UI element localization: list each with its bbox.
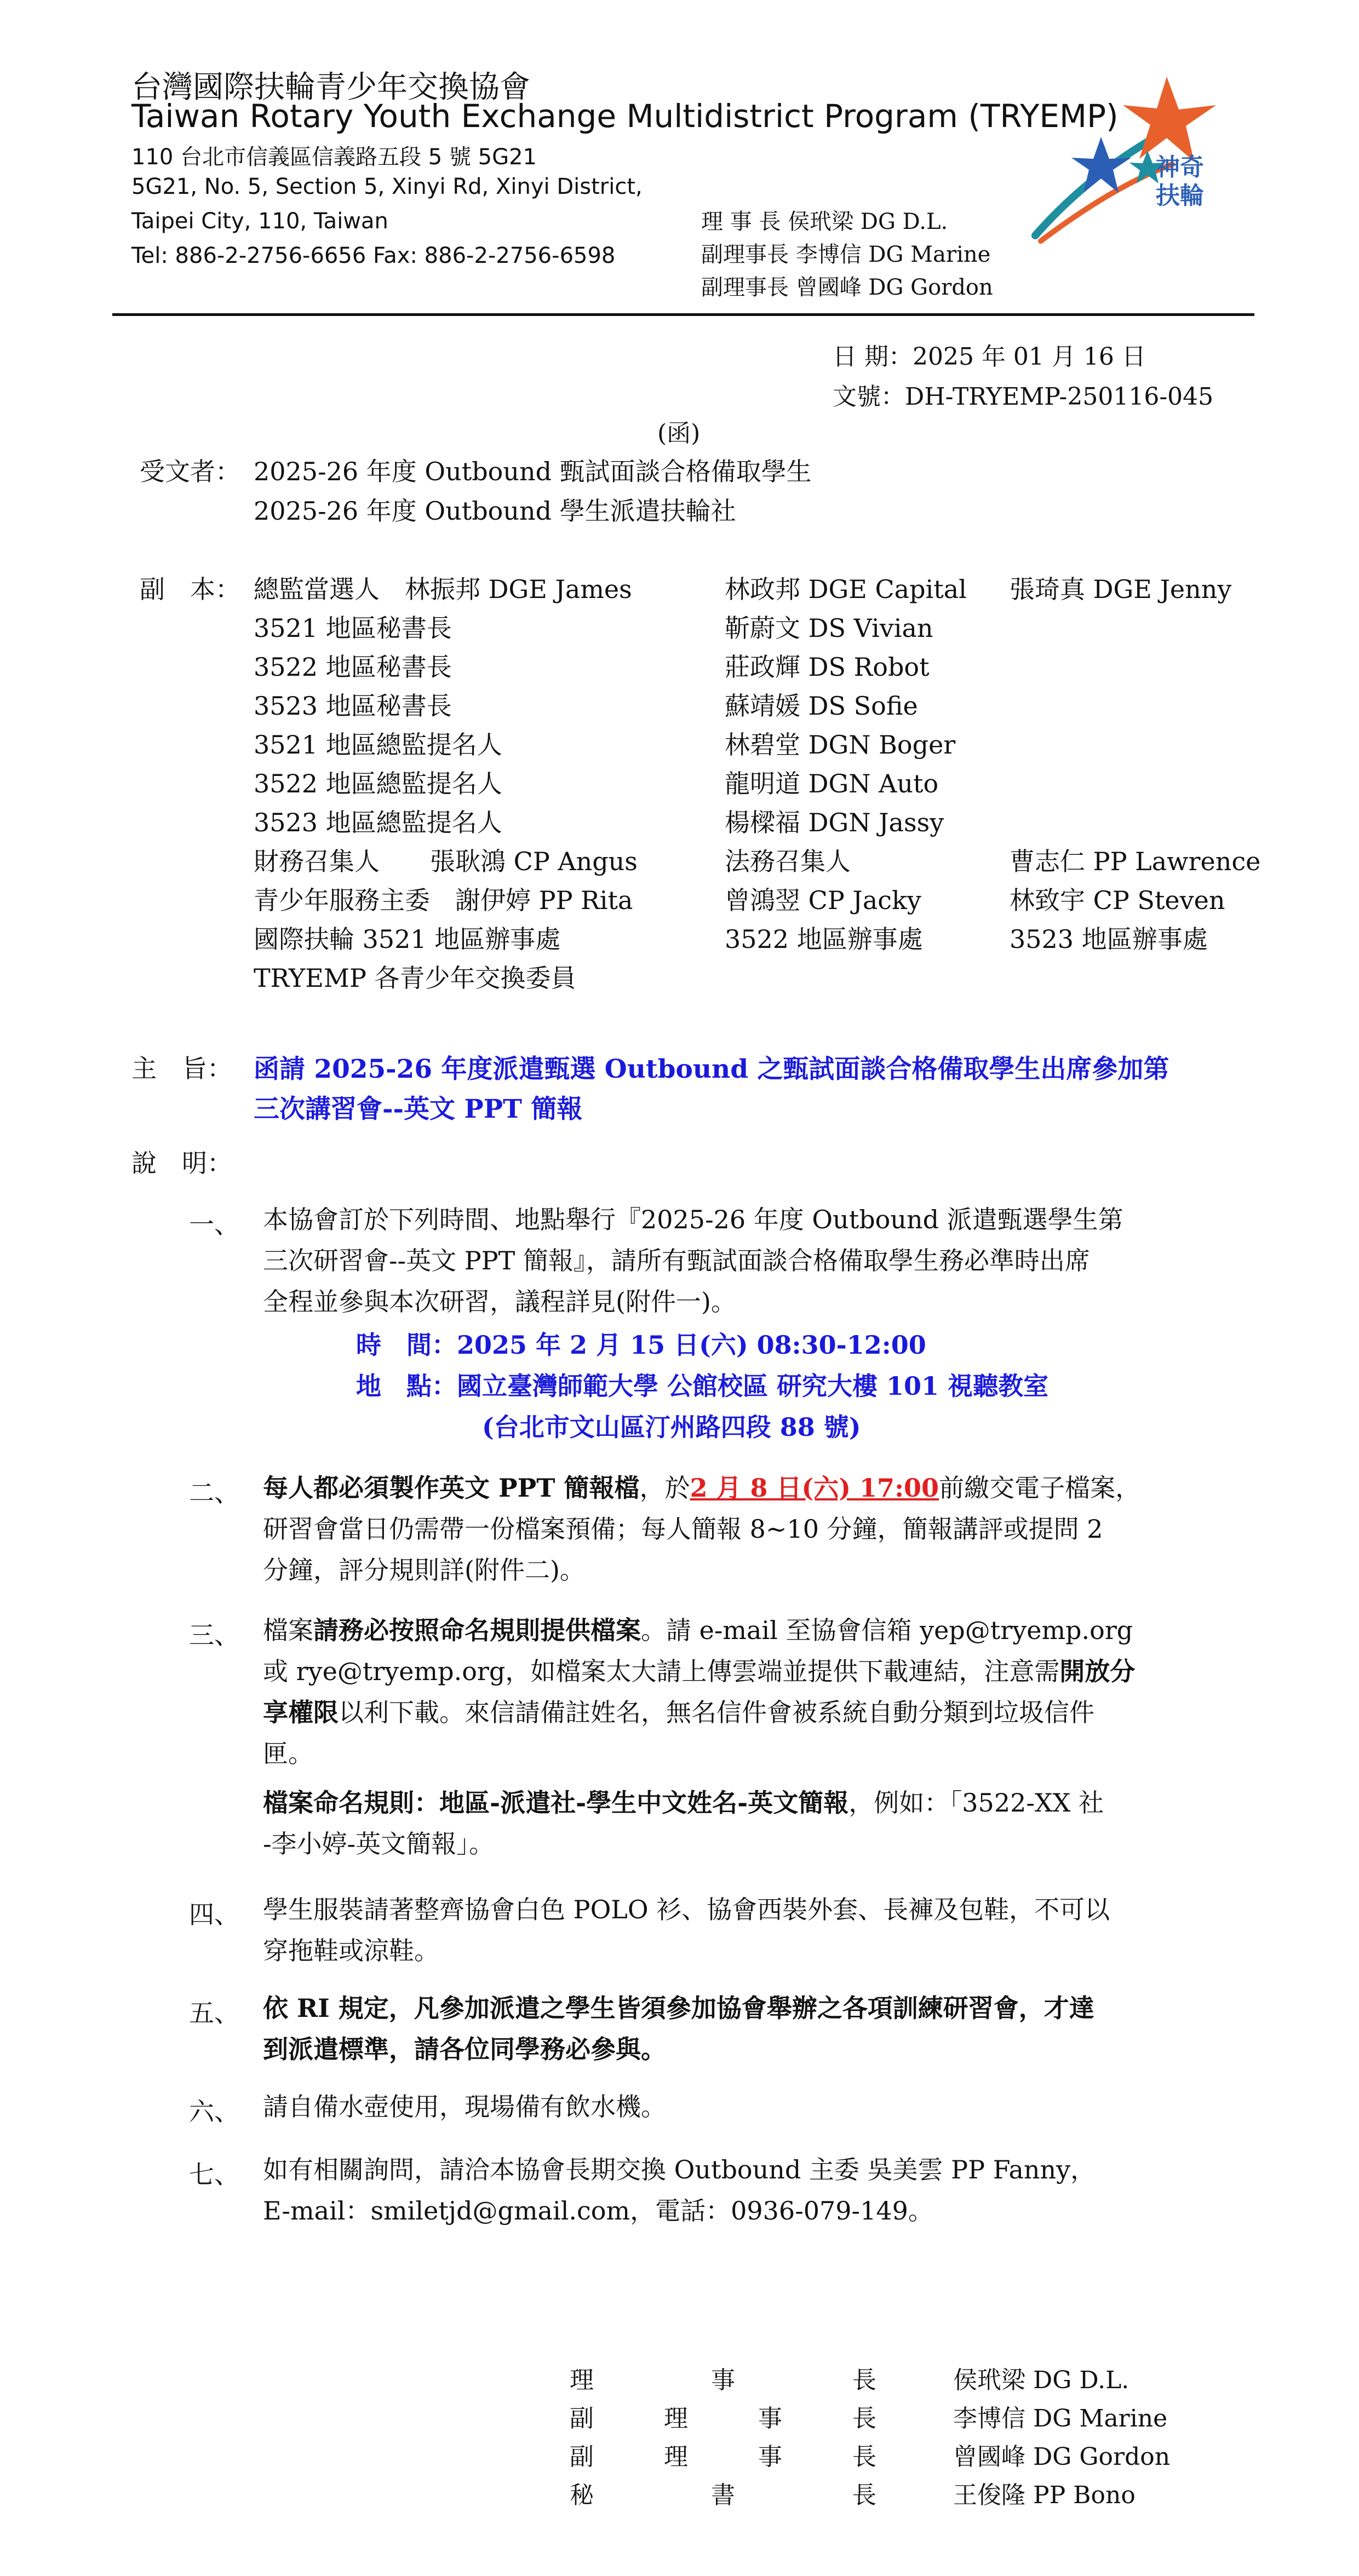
cc-entry: 3521 地區總監提名人 <box>254 730 502 760</box>
event-place: 地 點：國立臺灣師範大學 公館校區 研究大樓 101 視聽教室 <box>356 1371 1049 1401</box>
recipient-line: 2025-26 年度 Outbound 學生派遣扶輪社 <box>254 496 736 526</box>
cc-entry: 靳蔚文 DS Vivian <box>725 613 933 643</box>
logo-text: 神奇 扶輪 <box>1156 153 1204 210</box>
signature-title <box>570 2437 876 2472</box>
explain-label: 說 明： <box>131 1148 232 1178</box>
header-divider <box>112 313 1254 316</box>
item-6-text: 請自備水壺使用，現場備有飲水機。 <box>263 2092 666 2121</box>
address-line: Taipei City, 110, Taiwan <box>131 209 388 234</box>
address-line: 5G21, No. 5, Section 5, Xinyi Rd, Xinyi District, <box>131 174 643 199</box>
star-logo-icon <box>1030 71 1238 246</box>
cc-entry: 財務召集人 張耿鴻 CP Angus <box>254 847 638 876</box>
signature-title-char: 理 <box>664 2405 688 2433</box>
recipients-label: 受文者： <box>140 457 240 486</box>
item-7-text: 如有相關詢問，請洽本協會長期交換 Outbound 主委 吳美雲 PP Fanny， E-mail：smiletjd@gmail.com，電話：0936-079-149。 <box>263 2155 1096 2226</box>
cc-entry: 青少年服務主委 謝伊婷 PP Rita <box>254 886 633 915</box>
signature-name: 侯玳梁 DG D.L. <box>953 2366 1129 2394</box>
cc-entry: 林政邦 DGE Capital <box>725 574 967 604</box>
item-4-text: 學生服裝請著整齊協會白色 POLO 衫、協會西裝外套、長褲及包鞋，不可以 穿拖鞋或涼鞋。 <box>263 1895 1110 1965</box>
signature-title-char: 長 <box>852 2405 876 2433</box>
cc-entry: 法務召集人 <box>725 847 851 876</box>
cc-entry: 楊樑福 DGN Jassy <box>725 808 944 837</box>
cc-label: 副 本： <box>140 574 240 604</box>
cc-entry: 曹志仁 PP Lawrence <box>1010 847 1261 876</box>
subject-label: 主 旨： <box>131 1054 232 1083</box>
signature-title <box>570 2360 876 2395</box>
subject-line: 函請 2025-26 年度派遣甄選 Outbound 之甄試面談合格備取學生出席參加第 <box>254 1054 1169 1084</box>
item-3-text: 檔案請務必按照命名規則提供檔案。請 e-mail 至協會信箱 yep@tryemp.org 或 rye@tryemp.org，如檔案太大請上傳雲端並提供下載連結，注意需開放分 享權限以利下載。來信請備註姓名，無名信件會被系統自動分類到垃圾信件 匣。 <box>263 1615 1136 1768</box>
subject-line: 三次講習會--英文 PPT 簡報 <box>254 1094 583 1124</box>
signature-row <box>570 2399 1227 2437</box>
cc-entry: 3522 地區秘書長 <box>254 652 452 682</box>
cc-entry: 3522 地區辦事處 <box>725 924 923 954</box>
signature-row <box>570 2437 1227 2475</box>
cc-entry: 3521 地區秘書長 <box>254 613 452 643</box>
signature-title-char: 秘 <box>570 2481 594 2509</box>
item-number: 四、 <box>189 1900 239 1929</box>
signature-title <box>570 2475 876 2510</box>
address-line: 110 台北市信義區信義路五段 5 號 5G21 <box>131 145 537 170</box>
signature-title-char: 理 <box>664 2443 688 2471</box>
signature-title <box>570 2399 876 2434</box>
org-name-en: Taiwan Rotary Youth Exchange Multidistrict Program (TRYEMP) <box>131 97 1119 135</box>
cc-entry: TRYEMP 各青少年交換委員 <box>254 963 576 993</box>
event-time: 時 間：2025 年 2 月 15 日(六) 08:30-12:00 <box>356 1330 926 1360</box>
item-1-text: 本協會訂於下列時間、地點舉行『2025-26 年度 Outbound 派遣甄選學生第 三次研習會--英文 PPT 簡報』，請所有甄試面談合格備取學生務必準時出席 全程並參與本次研習，議程詳見(附件一)。 <box>263 1205 1123 1316</box>
cc-entry: 3523 地區辦事處 <box>1010 924 1208 954</box>
officer-row: 副理事長 李博信 DG Marine <box>701 242 991 267</box>
cc-entry: 國際扶輪 3521 地區辦事處 <box>254 924 561 954</box>
officer-row: 理 事 長 侯玳梁 DG D.L. <box>701 209 948 234</box>
item-number: 二、 <box>189 1478 239 1508</box>
contact-line: Tel: 886-2-2756-6656 Fax: 886-2-2756-6598 <box>131 243 616 268</box>
signature-title-char: 副 <box>570 2405 594 2433</box>
naming-rule: 檔案命名規則：地區-派遣社-學生中文姓名-英文簡報，例如：「3522-XX 社 -李小婷-英文簡報」。 <box>263 1788 1104 1859</box>
item-number: 六、 <box>189 2097 239 2126</box>
item-number: 三、 <box>189 1620 239 1650</box>
officer-row: 副理事長 曾國峰 DG Gordon <box>701 275 993 300</box>
signature-name: 王俊隆 PP Bono <box>953 2481 1136 2509</box>
cc-entry: 林碧堂 DGN Boger <box>725 730 956 760</box>
signature-title-char: 事 <box>758 2405 782 2433</box>
signature-title-char: 副 <box>570 2443 594 2471</box>
cc-entry: 曾鴻翌 CP Jacky <box>725 886 921 915</box>
item-number: 一、 <box>189 1210 239 1239</box>
signature-name: 曾國峰 DG Gordon <box>953 2443 1171 2471</box>
signature-title-char: 長 <box>852 2366 876 2394</box>
signature-title-char: 事 <box>711 2366 735 2394</box>
signature-title-char: 長 <box>852 2443 876 2471</box>
item-2-text: 每人都必須製作英文 PPT 簡報檔，於2 月 8 日(六) 17:00前繳交電子檔案， 研習會當日仍需帶一份檔案預備；每人簡報 8~10 分鐘，簡報講評或提問 2 分鐘，評分規則詳(附件二)。 <box>263 1473 1141 1585</box>
item-5-text: 依 RI 規定，凡參加派遣之學生皆須參加協會舉辦之各項訓練研習會，才達 到派遣標準，請各位同學務必參與。 <box>263 1993 1094 2064</box>
cc-entry: 蘇靖媛 DS Sofie <box>725 691 918 721</box>
deadline: 2 月 8 日(六) 17:00 <box>690 1473 939 1503</box>
item-number: 五、 <box>189 1998 239 2028</box>
officers-list <box>701 205 993 304</box>
signature-title-char: 理 <box>570 2366 594 2394</box>
cc-entry: 林致宇 CP Steven <box>1010 886 1225 915</box>
event-address: (台北市文山區汀州路四段 88 號) <box>482 1412 861 1442</box>
cc-entry: 張琦真 DGE Jenny <box>1010 574 1232 604</box>
signature-name: 李博信 DG Marine <box>953 2405 1168 2433</box>
cc-entry: 龍明道 DGN Auto <box>725 769 939 798</box>
signature-title-char: 長 <box>852 2481 876 2509</box>
cc-entry: 3522 地區總監提名人 <box>254 769 502 798</box>
org-name-zh: 台灣國際扶輪青少年交換協會 <box>131 70 530 105</box>
signature-title-char: 書 <box>711 2481 735 2509</box>
signature-row <box>570 2475 1227 2514</box>
org-logo <box>1030 71 1238 246</box>
signature-row <box>570 2360 1227 2399</box>
signature-title-char: 事 <box>758 2443 782 2471</box>
recipient-line: 2025-26 年度 Outbound 甄試面談合格備取學生 <box>254 457 812 486</box>
cc-entry: 3523 地區秘書長 <box>254 691 452 721</box>
cc-entry: 3523 地區總監提名人 <box>254 808 502 837</box>
doc-type: (函) <box>657 419 701 447</box>
item-number: 七、 <box>189 2160 239 2189</box>
cc-entry: 莊政輝 DS Robot <box>725 652 930 682</box>
cc-entry: 總監當選人 林振邦 DGE James <box>254 574 632 604</box>
doc-number: 文號：DH-TRYEMP-250116-045 <box>833 383 1214 411</box>
doc-date: 日 期：2025 年 01 月 16 日 <box>833 343 1146 371</box>
